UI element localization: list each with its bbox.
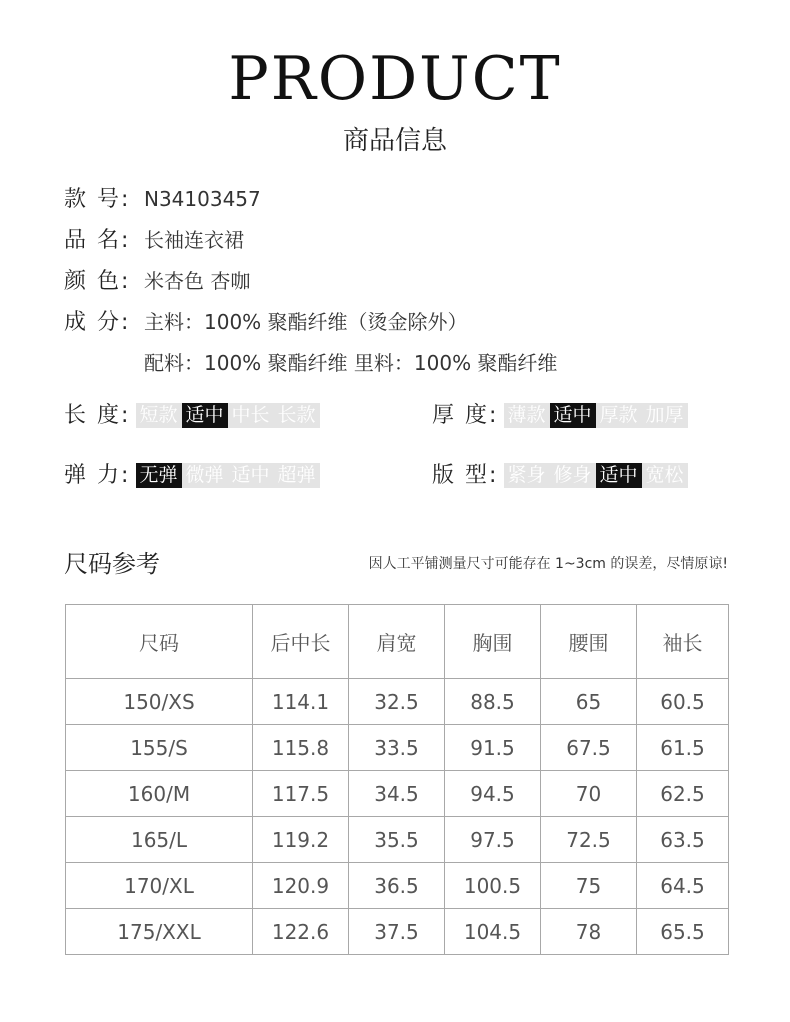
info-row-composition (64, 307, 468, 337)
scale-fit (432, 460, 688, 490)
table-cell: 115.8 (253, 725, 349, 771)
scale-option: 适中 (182, 403, 228, 428)
column-header: 尺码 (66, 605, 253, 679)
table-cell: 117.5 (253, 771, 349, 817)
info-row-color (64, 266, 250, 296)
scale-key: 版 型: (432, 462, 499, 488)
table-cell: 61.5 (637, 725, 729, 771)
info-value: 主料：100% 聚酯纤维（烫金除外） (144, 310, 468, 334)
info-row-style-number (64, 184, 261, 214)
table-cell: 150/XS (66, 679, 253, 725)
column-header: 袖长 (637, 605, 729, 679)
table-cell: 65 (541, 679, 637, 725)
table-cell: 175/XXL (66, 909, 253, 955)
page-title: PRODUCT (228, 44, 562, 114)
info-value: 米杏色 杏咖 (144, 269, 251, 293)
table-cell: 97.5 (445, 817, 541, 863)
table-row (66, 817, 729, 863)
table-cell: 34.5 (349, 771, 445, 817)
table-cell: 65.5 (637, 909, 729, 955)
info-value: 长袖连衣裙 (144, 228, 244, 252)
table-cell: 120.9 (253, 863, 349, 909)
scale-option: 加厚 (645, 404, 684, 426)
table-cell: 170/XL (66, 863, 253, 909)
scale-option: 适中 (231, 464, 270, 486)
scale-elasticity (64, 460, 320, 490)
table-cell: 88.5 (445, 679, 541, 725)
scale-options (136, 463, 320, 488)
scale-option: 适中 (550, 403, 596, 428)
table-cell: 37.5 (349, 909, 445, 955)
info-key: 款 号: (64, 187, 131, 212)
table-cell: 160/M (66, 771, 253, 817)
scale-thickness (432, 400, 688, 430)
scale-options (136, 403, 320, 428)
size-section-title: 尺码参考 (64, 550, 160, 578)
info-key: 品 名: (64, 228, 131, 253)
scale-option: 适中 (596, 463, 642, 488)
table-cell: 91.5 (445, 725, 541, 771)
table-row (66, 863, 729, 909)
column-header: 胸围 (445, 605, 541, 679)
size-table (65, 604, 729, 955)
table-cell: 63.5 (637, 817, 729, 863)
column-header: 后中长 (253, 605, 349, 679)
table-cell: 67.5 (541, 725, 637, 771)
scale-option: 中长 (231, 404, 270, 426)
scale-option: 修身 (553, 464, 592, 486)
scale-key: 长 度: (64, 402, 131, 428)
size-section-note: 因人工平铺测量尺寸可能存在 1~3cm 的误差，尽情原谅! (368, 556, 728, 572)
table-header-row (66, 605, 729, 679)
table-cell: 33.5 (349, 725, 445, 771)
scale-key: 厚 度: (432, 402, 499, 428)
table-cell: 122.6 (253, 909, 349, 955)
table-row (66, 679, 729, 725)
scale-options (504, 463, 688, 488)
table-cell: 35.5 (349, 817, 445, 863)
info-value: N34103457 (144, 187, 261, 211)
scale-option: 长款 (277, 404, 316, 426)
table-cell: 78 (541, 909, 637, 955)
column-header: 腰围 (541, 605, 637, 679)
scale-option: 紧身 (507, 464, 546, 486)
table-cell: 119.2 (253, 817, 349, 863)
table-cell: 75 (541, 863, 637, 909)
table-cell: 70 (541, 771, 637, 817)
scale-option: 超弹 (277, 464, 316, 486)
table-cell: 32.5 (349, 679, 445, 725)
info-key: 颜 色: (64, 269, 131, 294)
table-cell: 104.5 (445, 909, 541, 955)
scale-options (504, 403, 688, 428)
table-cell: 94.5 (445, 771, 541, 817)
info-key: 成 分: (64, 310, 131, 335)
table-cell: 165/L (66, 817, 253, 863)
scale-option: 厚款 (599, 404, 638, 426)
info-row-composition-extra (64, 348, 557, 378)
scale-option: 微弹 (185, 464, 224, 486)
column-header: 肩宽 (349, 605, 445, 679)
scale-option: 宽松 (645, 464, 684, 486)
info-row-product-name (64, 225, 244, 255)
page-subtitle: 商品信息 (342, 126, 447, 156)
scale-option: 薄款 (507, 404, 546, 426)
table-cell: 114.1 (253, 679, 349, 725)
table-cell: 36.5 (349, 863, 445, 909)
table-cell: 72.5 (541, 817, 637, 863)
scale-key: 弹 力: (64, 462, 131, 488)
table-row (66, 725, 729, 771)
scale-option: 无弹 (136, 463, 182, 488)
info-value: 配料：100% 聚酯纤维 里料：100% 聚酯纤维 (144, 351, 558, 375)
scale-option: 短款 (139, 404, 178, 426)
table-cell: 64.5 (637, 863, 729, 909)
table-cell: 62.5 (637, 771, 729, 817)
scale-length (64, 400, 320, 430)
table-row (66, 909, 729, 955)
table-cell: 155/S (66, 725, 253, 771)
table-cell: 60.5 (637, 679, 729, 725)
table-row (66, 771, 729, 817)
table-cell: 100.5 (445, 863, 541, 909)
